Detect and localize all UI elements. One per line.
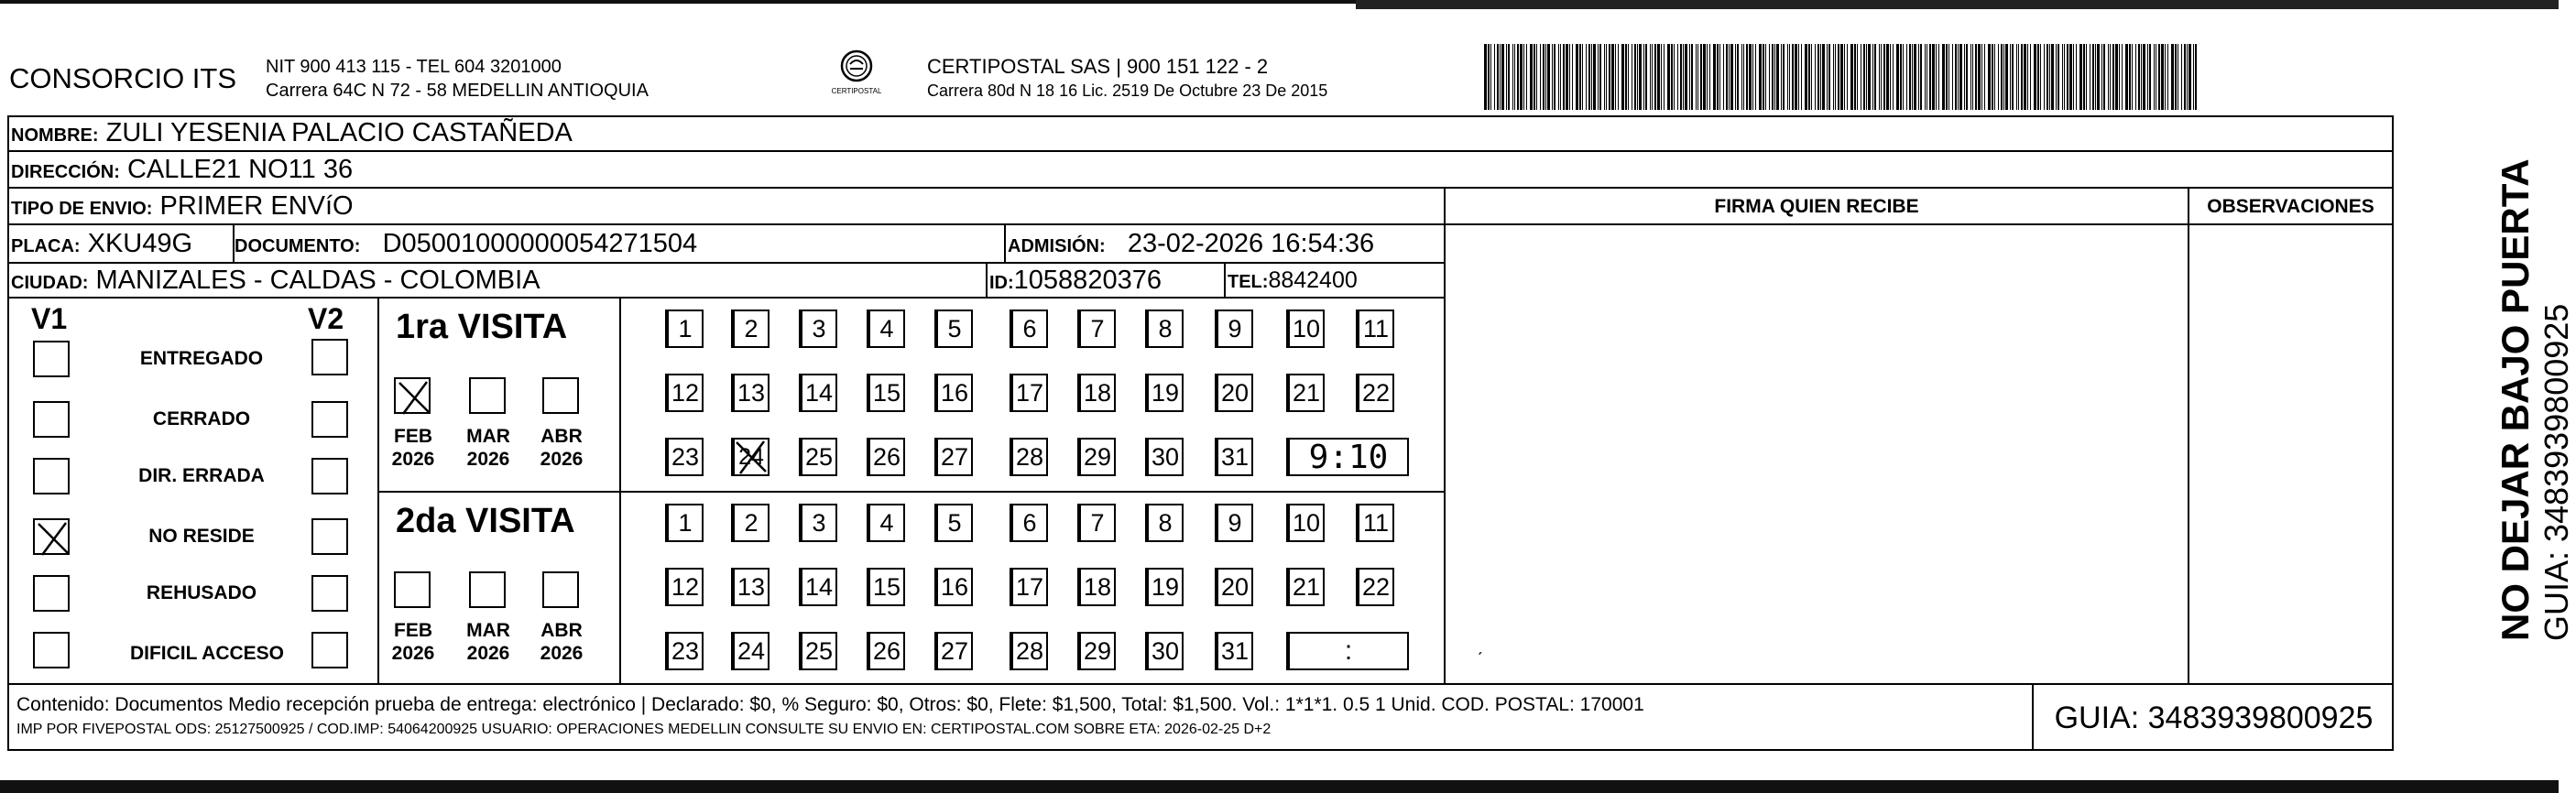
day-box[interactable]: 11 bbox=[1356, 504, 1394, 542]
month-label: ABR 2026 bbox=[540, 620, 584, 664]
id-label: ID: bbox=[989, 273, 1014, 293]
day-box[interactable]: 27 bbox=[934, 632, 973, 670]
id-cell bbox=[989, 264, 1162, 299]
status-label: DIR. ERRADA bbox=[138, 465, 265, 486]
day-box[interactable]: 17 bbox=[1010, 568, 1048, 606]
day-box[interactable]: 19 bbox=[1145, 568, 1184, 606]
status-label: ENTREGADO bbox=[139, 348, 264, 369]
month-label: ABR 2026 bbox=[540, 426, 584, 470]
day-box[interactable]: 30 bbox=[1145, 438, 1184, 476]
day-box[interactable]: 2 bbox=[731, 504, 770, 542]
month-checkbox[interactable] bbox=[542, 377, 579, 414]
placa-value: XKU49G bbox=[87, 229, 193, 258]
nombre-value: ZULI YESENIA PALACIO CASTAÑEDA bbox=[105, 118, 573, 147]
logo-icon bbox=[838, 48, 875, 84]
id-value: 1058820376 bbox=[1013, 266, 1162, 295]
firma-header: FIRMA QUIEN RECIBE bbox=[1446, 189, 2188, 225]
day-box[interactable]: 21 bbox=[1286, 568, 1325, 606]
day-box[interactable]: 28 bbox=[1010, 632, 1048, 670]
certi-license: Carrera 80d N 18 16 Lic. 2519 De Octubre 23 De 2015 bbox=[927, 81, 1328, 100]
ciudad-row bbox=[7, 264, 1446, 299]
status-label: REHUSADO bbox=[146, 582, 257, 603]
tipo-row bbox=[7, 189, 1446, 225]
day-box[interactable]: 6 bbox=[1010, 310, 1048, 348]
month-label: FEB 2026 bbox=[391, 426, 435, 470]
month-checkbox[interactable] bbox=[394, 571, 431, 608]
signature-mark: ˏ bbox=[1477, 635, 1483, 656]
guia-number: GUIA: 3483939800925 bbox=[2032, 685, 2394, 751]
day-box[interactable]: 1 bbox=[665, 504, 704, 542]
visit-divider bbox=[377, 491, 1444, 493]
v2-checkbox[interactable] bbox=[311, 339, 348, 375]
v2-checkbox[interactable] bbox=[311, 401, 348, 438]
v1-checkbox[interactable] bbox=[33, 518, 70, 555]
day-box[interactable]: 9 bbox=[1215, 310, 1253, 348]
visit-title: 1ra VISITA bbox=[396, 308, 568, 346]
side-guia: GUIA: 3483939800925 bbox=[2538, 303, 2575, 641]
direccion-label: DIRECCIÓN: bbox=[11, 162, 120, 182]
direccion-value: CALLE21 NO11 36 bbox=[126, 155, 354, 184]
day-box[interactable]: 3 bbox=[799, 504, 837, 542]
day-box[interactable]: 19 bbox=[1145, 374, 1184, 412]
admision-value: 23-02-2026 16:54:36 bbox=[1127, 229, 1375, 258]
day-box[interactable]: 18 bbox=[1077, 374, 1116, 412]
day-box[interactable]: 15 bbox=[867, 374, 905, 412]
day-box[interactable]: 31 bbox=[1215, 438, 1253, 476]
placa-label: PLACA: bbox=[11, 236, 81, 256]
day-box[interactable]: 27 bbox=[934, 438, 973, 476]
day-box[interactable]: 22 bbox=[1356, 568, 1394, 606]
day-box[interactable]: 9 bbox=[1215, 504, 1253, 542]
divider bbox=[986, 264, 988, 299]
time-box[interactable]: : bbox=[1286, 632, 1409, 670]
day-box[interactable]: 22 bbox=[1356, 374, 1394, 412]
day-box[interactable]: 10 bbox=[1286, 504, 1325, 542]
documento-label: DOCUMENTO: bbox=[235, 236, 361, 256]
v2-checkbox[interactable] bbox=[311, 458, 348, 494]
time-box[interactable]: 9:10 bbox=[1286, 438, 1409, 476]
day-box[interactable]: 17 bbox=[1010, 374, 1048, 412]
day-box[interactable]: 23 bbox=[665, 438, 704, 476]
nit-line: NIT 900 413 115 - TEL 604 3201000 bbox=[266, 57, 562, 77]
documento-value: D05001000000054271504 bbox=[382, 229, 698, 258]
month-checkbox[interactable] bbox=[394, 377, 431, 414]
documento-cell bbox=[235, 225, 697, 265]
day-box[interactable]: 14 bbox=[799, 374, 837, 412]
day-box[interactable]: 16 bbox=[934, 374, 973, 412]
day-box[interactable]: 21 bbox=[1286, 374, 1325, 412]
day-box[interactable]: 31 bbox=[1215, 632, 1253, 670]
logo-text: CERTIPOSTAL bbox=[831, 87, 882, 95]
side-text bbox=[2494, 158, 2576, 641]
certipostal-logo bbox=[824, 48, 889, 103]
direccion-row bbox=[7, 152, 2394, 189]
certi-line: CERTIPOSTAL SAS | 900 151 122 - 2 bbox=[927, 55, 1269, 78]
v2-checkbox[interactable] bbox=[311, 518, 348, 555]
day-box[interactable]: 18 bbox=[1077, 568, 1116, 606]
day-box[interactable]: 28 bbox=[1010, 438, 1048, 476]
month-checkbox[interactable] bbox=[469, 571, 506, 608]
visit-title: 2da VISITA bbox=[396, 502, 575, 540]
day-box[interactable]: 4 bbox=[867, 504, 905, 542]
divider bbox=[1224, 264, 1226, 299]
divider bbox=[233, 225, 235, 264]
day-box[interactable]: 24 bbox=[731, 438, 770, 476]
bottom-border bbox=[0, 780, 2559, 793]
day-box[interactable]: 4 bbox=[867, 310, 905, 348]
day-box[interactable]: 3 bbox=[799, 310, 837, 348]
v1-checkbox[interactable] bbox=[33, 458, 70, 494]
month-checkbox[interactable] bbox=[469, 377, 506, 414]
firma-divider bbox=[1444, 189, 1446, 685]
nombre-label: NOMBRE: bbox=[11, 125, 99, 146]
status-label: DIFICIL ACCESO bbox=[129, 643, 284, 664]
no-dejar-text: NO DEJAR BAJO PUERTA bbox=[2494, 158, 2537, 641]
day-box[interactable]: 16 bbox=[934, 568, 973, 606]
day-box[interactable]: 26 bbox=[867, 438, 905, 476]
v1-checkbox[interactable] bbox=[33, 575, 70, 612]
day-box[interactable]: 2 bbox=[731, 310, 770, 348]
day-box[interactable]: 8 bbox=[1145, 504, 1184, 542]
v2-label: V2 bbox=[308, 302, 344, 335]
day-box[interactable]: 5 bbox=[934, 310, 973, 348]
day-box[interactable]: 24 bbox=[731, 632, 770, 670]
month-label: FEB 2026 bbox=[391, 620, 435, 664]
v2-checkbox[interactable] bbox=[311, 632, 348, 668]
day-box[interactable]: 12 bbox=[665, 568, 704, 606]
day-box[interactable]: 13 bbox=[731, 374, 770, 412]
day-box[interactable]: 20 bbox=[1215, 374, 1253, 412]
company-info bbox=[266, 55, 649, 103]
day-box[interactable]: 23 bbox=[665, 632, 704, 670]
day-box[interactable]: 25 bbox=[799, 438, 837, 476]
footer-imprint: IMP POR FIVEPOSTAL ODS: 25127500925 / COD.IMP: 54064200925 USUARIO: OPERACIONES MEDELLIN CONSULTE SU ENVIO EN: CERTIPOSTAL.COM SOBRE ETA: 2026-02-25 D+2 bbox=[16, 722, 1272, 737]
admision-label: ADMISIÓN: bbox=[1008, 236, 1106, 256]
observaciones-divider bbox=[2188, 189, 2189, 685]
day-box[interactable]: 29 bbox=[1077, 632, 1116, 670]
day-box[interactable]: 20 bbox=[1215, 568, 1253, 606]
day-box[interactable]: 13 bbox=[731, 568, 770, 606]
v2-checkbox[interactable] bbox=[311, 575, 348, 612]
divider bbox=[1004, 225, 1006, 264]
nombre-row bbox=[7, 115, 2394, 152]
v1-checkbox[interactable] bbox=[33, 632, 70, 668]
v1-checkbox[interactable] bbox=[33, 401, 70, 438]
ciudad-value: MANIZALES - CALDAS - COLOMBIA bbox=[95, 266, 540, 295]
v1-checkbox[interactable] bbox=[33, 341, 70, 377]
admision-cell bbox=[1008, 225, 1374, 265]
day-box[interactable]: 29 bbox=[1077, 438, 1116, 476]
month-label: MAR 2026 bbox=[466, 620, 510, 664]
day-box[interactable]: 25 bbox=[799, 632, 837, 670]
day-box[interactable]: 12 bbox=[665, 374, 704, 412]
month-label: MAR 2026 bbox=[466, 426, 510, 470]
footer-contents: Contenido: Documentos Medio recepción prueba de entrega: electrónico | Declarado: $0, % Seguro: $0, Otros: $0, Flete: $1,500, Total: $1,500. Vol.: 1*1*1. 0.5 1 Unid. COD. POSTAL: 170001 bbox=[16, 694, 1644, 715]
tel-value: 8842400 bbox=[1268, 267, 1358, 293]
barcode bbox=[1484, 44, 2208, 110]
day-box[interactable]: 1 bbox=[665, 310, 704, 348]
top-edge-shadow bbox=[1356, 0, 2559, 9]
tel-label: TEL: bbox=[1228, 272, 1269, 292]
tel-cell bbox=[1228, 264, 1358, 299]
day-box[interactable]: 5 bbox=[934, 504, 973, 542]
day-box[interactable]: 7 bbox=[1077, 504, 1116, 542]
observaciones-header: OBSERVACIONES bbox=[2188, 189, 2394, 225]
company-name: CONSORCIO ITS bbox=[9, 62, 237, 94]
day-box[interactable]: 11 bbox=[1356, 310, 1394, 348]
day-box[interactable]: 8 bbox=[1145, 310, 1184, 348]
tipo-value: PRIMER ENVíO bbox=[159, 191, 354, 221]
day-box[interactable]: 14 bbox=[799, 568, 837, 606]
status-label: CERRADO bbox=[152, 408, 251, 429]
day-box[interactable]: 30 bbox=[1145, 632, 1184, 670]
day-box[interactable]: 6 bbox=[1010, 504, 1048, 542]
certipostal-info bbox=[927, 55, 1327, 103]
day-box[interactable]: 7 bbox=[1077, 310, 1116, 348]
day-box[interactable]: 10 bbox=[1286, 310, 1325, 348]
tipo-label: TIPO DE ENVIO: bbox=[11, 199, 153, 219]
month-checkbox[interactable] bbox=[542, 571, 579, 608]
day-box[interactable]: 15 bbox=[867, 568, 905, 606]
placa-row bbox=[7, 225, 1446, 264]
day-box[interactable]: 26 bbox=[867, 632, 905, 670]
ciudad-label: CIUDAD: bbox=[11, 273, 89, 293]
v1-label: V1 bbox=[31, 302, 68, 335]
address-line: Carrera 64C N 72 - 58 MEDELLIN ANTIOQUIA bbox=[266, 81, 649, 101]
status-label: NO RESIDE bbox=[148, 526, 255, 547]
